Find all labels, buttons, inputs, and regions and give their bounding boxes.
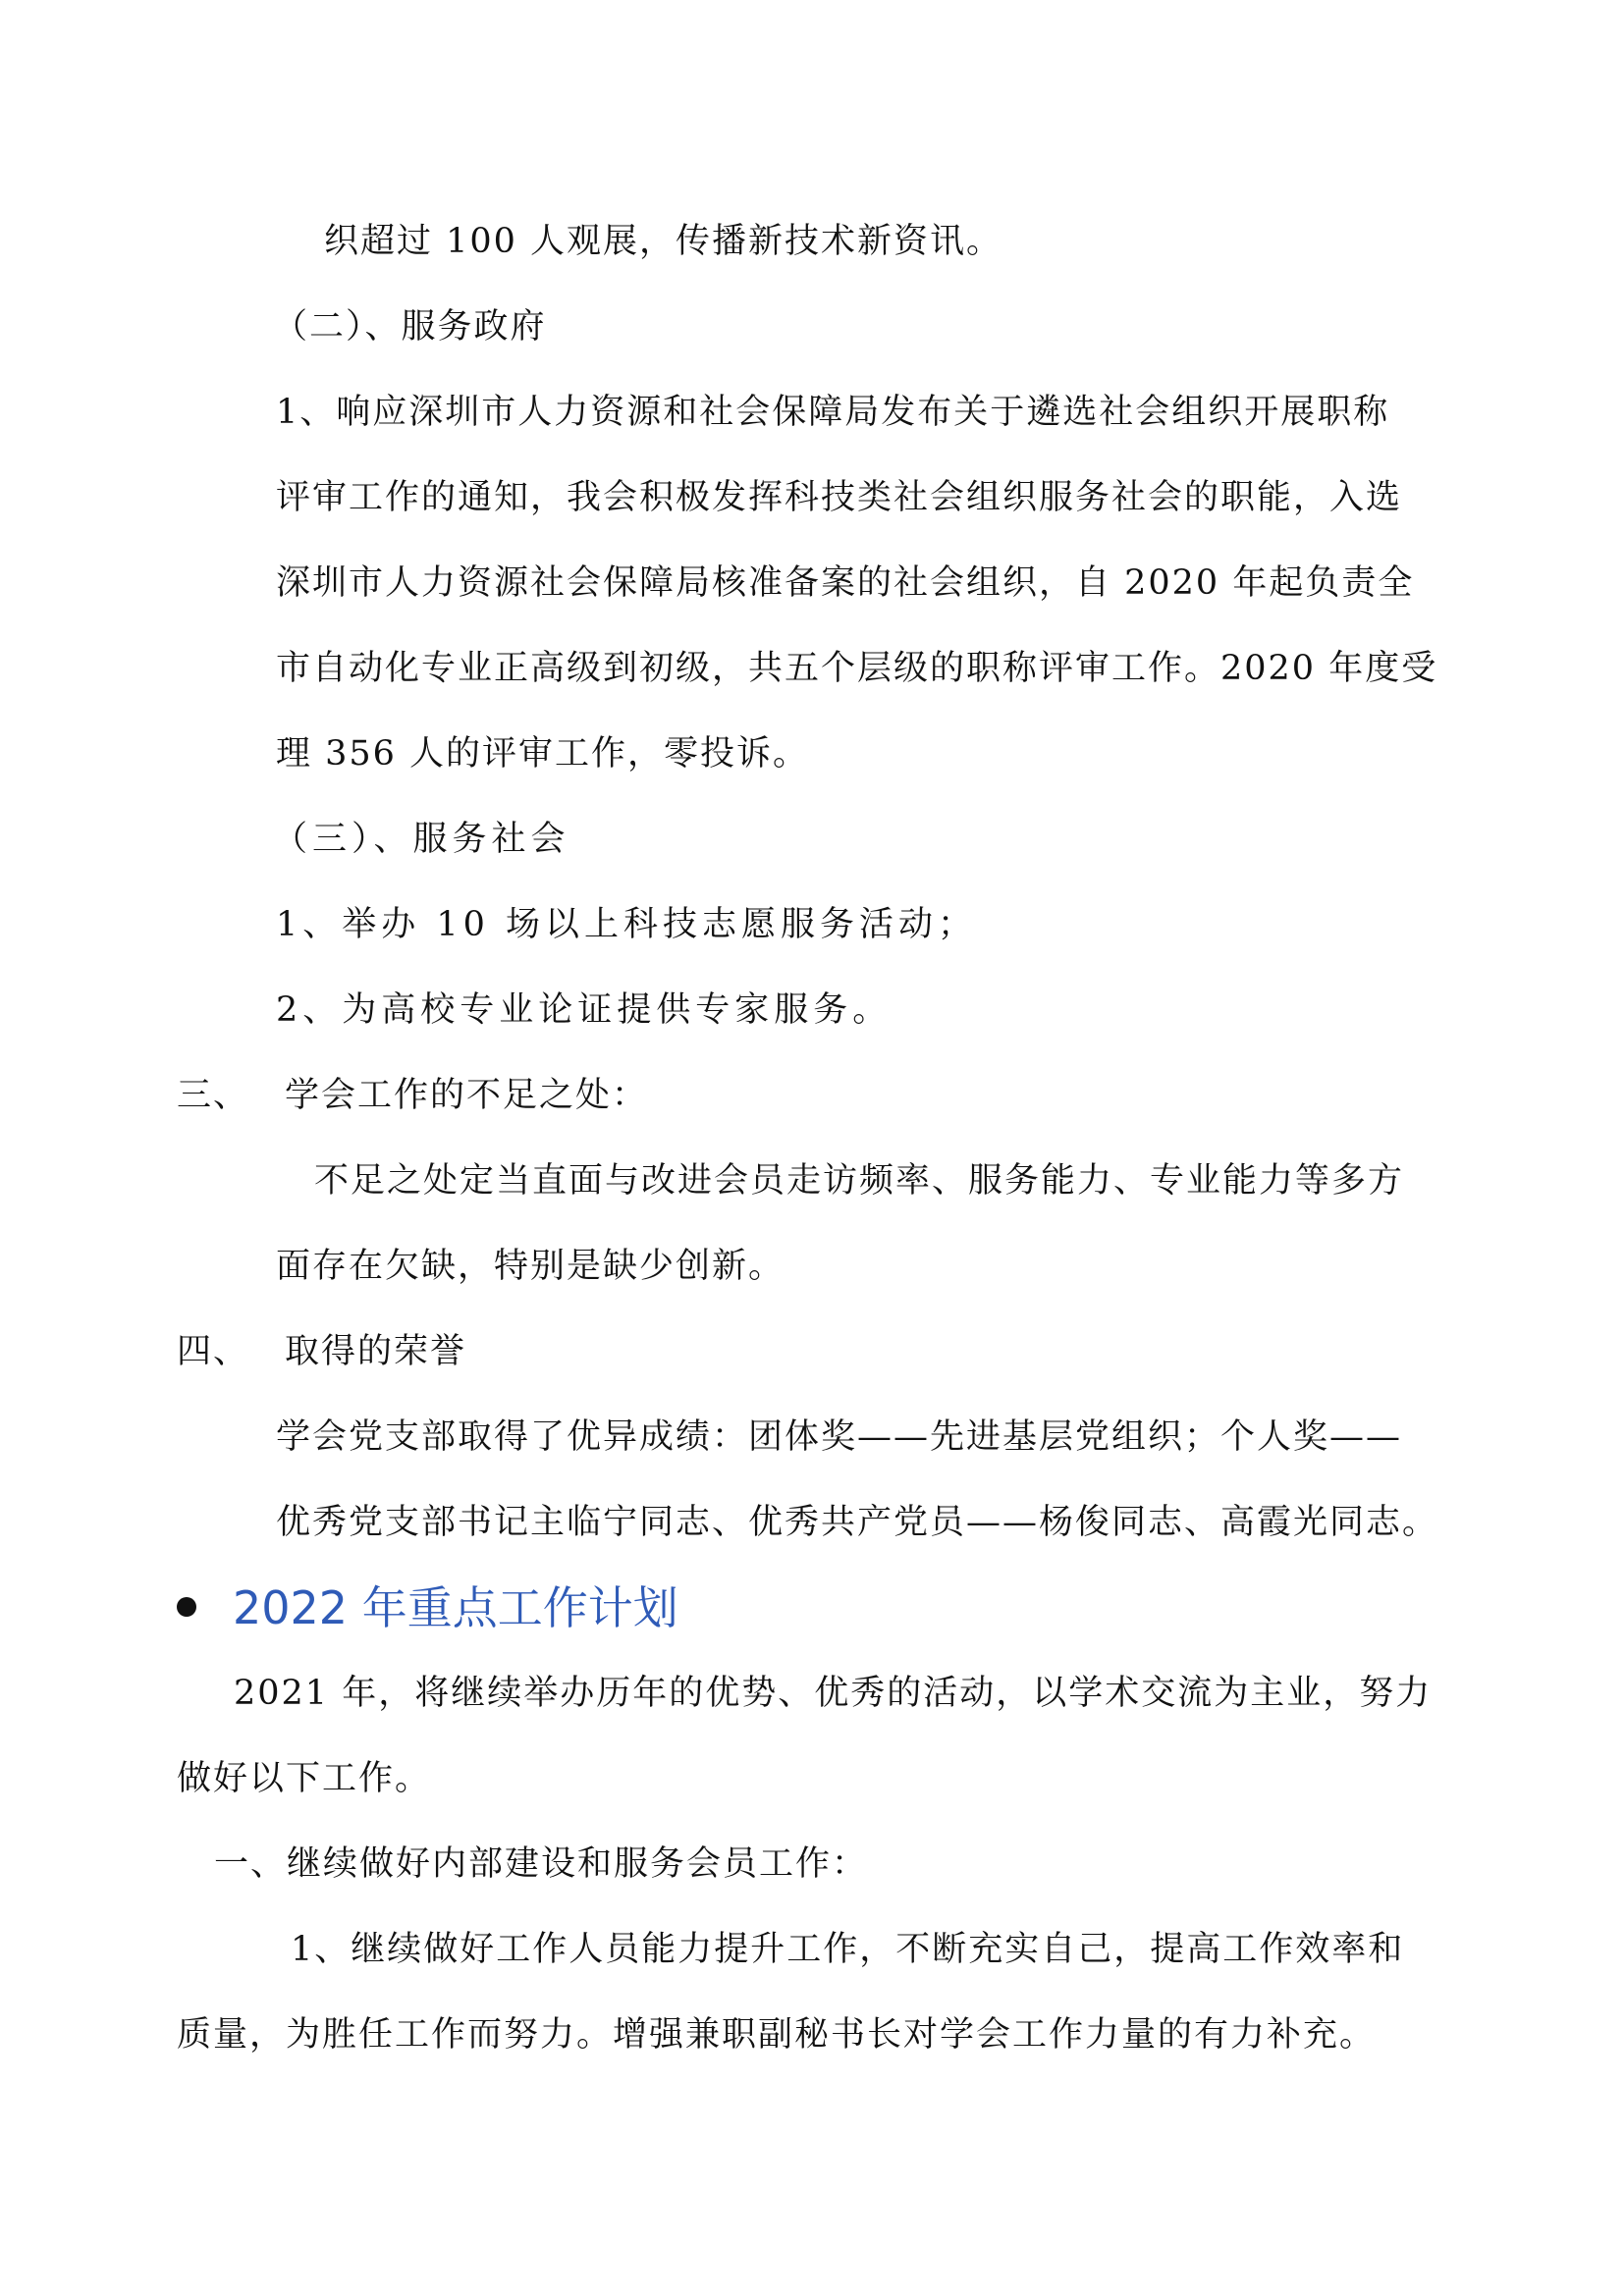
paragraph-line: 1、继续做好工作人员能力提升工作，不断充实自己，提高工作效率和 bbox=[291, 1930, 1405, 1969]
section-number: 四、 bbox=[177, 1332, 250, 1371]
plan-heading: 2022 年重点工作计划 bbox=[233, 1581, 678, 1634]
section-heading-honors bbox=[177, 1330, 466, 1373]
section-title: 取得的荣誉 bbox=[285, 1332, 467, 1371]
paragraph-line: 优秀党支部书记主临宁同志、优秀共产党员——杨俊同志、高霞光同志。 bbox=[276, 1503, 1439, 1542]
paragraph-line: 面存在欠缺，特别是缺少创新。 bbox=[276, 1247, 785, 1286]
paragraph-line: 深圳市人力资源社会保障局核准备案的社会组织，自 2020 年起负责全 bbox=[276, 563, 1415, 603]
section-number: 三、 bbox=[177, 1076, 250, 1115]
paragraph-line: 市自动化专业正高级到初级，共五个层级的职称评审工作。2020 年度受 bbox=[276, 649, 1438, 688]
subsection-heading-government: （二）、服务政府 bbox=[273, 307, 547, 347]
list-item: 2、为高校专业论证提供专家服务。 bbox=[276, 990, 893, 1030]
bullet-icon bbox=[177, 1597, 196, 1617]
paragraph-line: 不足之处定当直面与改进会员走访频率、服务能力、专业能力等多方 bbox=[314, 1161, 1405, 1201]
paragraph-line: 织超过 100 人观展，传播新技术新资讯。 bbox=[324, 222, 1003, 261]
paragraph-line: 学会党支部取得了优异成绩：团体奖——先进基层党组织；个人奖—— bbox=[276, 1417, 1403, 1457]
subsection-heading-society: （三）、服务社会 bbox=[273, 820, 570, 859]
section-title: 学会工作的不足之处： bbox=[285, 1076, 649, 1115]
paragraph-line: 质量，为胜任工作而努力。增强兼职副秘书长对学会工作力量的有力补充。 bbox=[177, 2015, 1377, 2055]
section-heading-shortcomings bbox=[177, 1074, 648, 1117]
subsection-heading-internal: 一、继续做好内部建设和服务会员工作： bbox=[214, 1844, 869, 1884]
paragraph-line: 做好以下工作。 bbox=[177, 1759, 432, 1798]
paragraph-line: 1、响应深圳市人力资源和社会保障局发布关于遴选社会组织开展职称 bbox=[276, 393, 1390, 432]
paragraph-line: 评审工作的通知，我会积极发挥科技类社会组织服务社会的职能，入选 bbox=[276, 478, 1403, 517]
list-item: 1、举办 10 场以上科技志愿服务活动； bbox=[276, 905, 978, 944]
paragraph-line: 理 356 人的评审工作，零投诉。 bbox=[276, 734, 810, 774]
paragraph-line: 2021 年，将继续举办历年的优势、优秀的活动，以学术交流为主业，努力 bbox=[234, 1674, 1433, 1713]
